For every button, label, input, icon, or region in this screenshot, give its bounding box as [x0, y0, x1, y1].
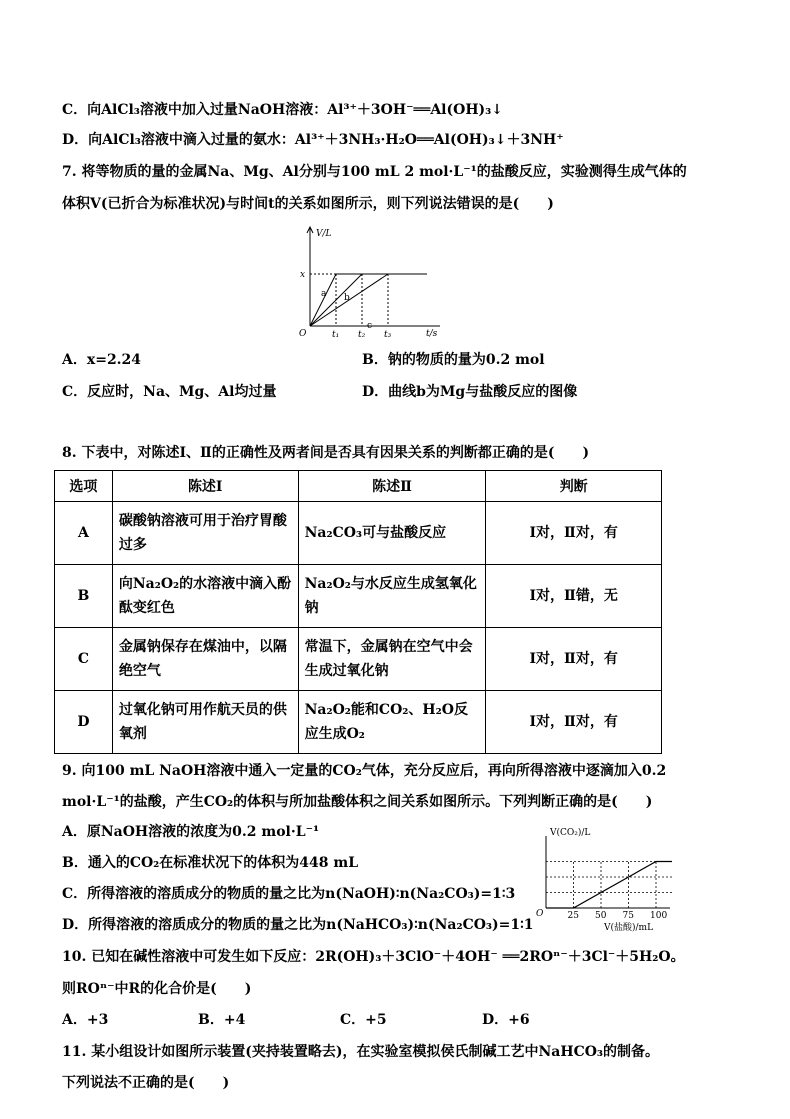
question-10-stem-1: 10. 已知在碱性溶液中可发生如下反应：2R(OH)₃＋3ClO⁻＋4OH⁻ ══2ROⁿ⁻＋3Cl⁻＋5H₂O。 [62, 949, 685, 965]
header-statement-2: 陈述Ⅱ [298, 471, 486, 502]
x-tick-label: 75 [622, 911, 634, 921]
series-label-b: b [344, 293, 350, 303]
cell-statement-1: 过氧化钠可用作航天员的供氧剂 [112, 691, 298, 754]
cell-judgment: Ⅰ对，Ⅱ错，无 [486, 565, 662, 628]
question-8-stem: 8. 下表中，对陈述Ⅰ、Ⅱ的正确性及两者间是否具有因果关系的判断都正确的是( ) [62, 445, 590, 461]
series-label-a: a [321, 289, 327, 299]
series-label-c: c [367, 321, 373, 331]
cell-option: C [55, 628, 113, 691]
q10-option-a: A．+3 [62, 1012, 109, 1028]
header-judgment: 判断 [486, 471, 662, 502]
question-10-stem-2: 则ROⁿ⁻中R的化合价是( ) [62, 981, 252, 997]
table-row [55, 565, 662, 628]
cell-option: B [55, 565, 113, 628]
cell-option: A [55, 502, 113, 565]
q9-option-a: A．原NaOH溶液的浓度为0.2 mol·L⁻¹ [62, 824, 320, 840]
table-row [55, 691, 662, 754]
q10-option-c: C．+5 [340, 1012, 387, 1028]
x-tick-label: 100 [650, 911, 668, 921]
y-tick-x: x [300, 270, 306, 280]
series-line-a [310, 274, 336, 326]
x-tick-label: t₂ [358, 330, 366, 340]
origin-label: O [299, 329, 307, 339]
header-option: 选项 [55, 471, 113, 502]
cell-statement-1: 碳酸钠溶液可用于治疗胃酸过多 [112, 502, 298, 565]
cell-judgment: Ⅰ对，Ⅱ对，有 [486, 502, 662, 565]
cell-statement-1: 向Na₂O₂的水溶液中滴入酚酞变红色 [112, 565, 298, 628]
q8-table [54, 470, 662, 754]
x-tick-label: t₃ [384, 330, 392, 340]
series-line-c [310, 274, 388, 326]
cell-statement-2: Na₂O₂与水反应生成氢氧化钠 [298, 565, 486, 628]
option-c-line: C．向AlCl₃溶液中加入过量NaOH溶液：Al³⁺＋3OH⁻══Al(OH)₃↓ [62, 102, 504, 118]
cell-statement-1: 金属钠保存在煤油中，以隔绝空气 [112, 628, 298, 691]
y-axis-label: V/L [316, 229, 332, 239]
q9-option-c: C．所得溶液的溶质成分的物质的量之比为n(NaOH)∶n(Na₂CO₃)=1∶3 [62, 886, 516, 902]
x-axis-label: V(盐酸)/mL [604, 923, 654, 933]
question-11-stem-1: 11. 某小组设计如图所示装置(夹持装置略去)，在实验室模拟侯氏制碱工艺中NaHCO₃的制备。 [62, 1044, 660, 1060]
question-7-stem-2: 体积V(已折合为标准状况)与时间t的关系如图所示，则下列说法错误的是( ) [62, 196, 554, 212]
q9-co2-volume-chart [532, 822, 672, 934]
origin-label: O [536, 909, 544, 919]
option-d-line: D．向AlCl₃溶液中滴入过量的氨水：Al³⁺＋3NH₃·H₂O══Al(OH)₃↓＋3NH⁺ [62, 132, 564, 148]
q9-option-d: D．所得溶液的溶质成分的物质的量之比为n(NaHCO₃)∶n(Na₂CO₃)=1∶1 [62, 917, 534, 933]
cell-judgment: Ⅰ对，Ⅱ对，有 [486, 628, 662, 691]
question-7-stem-1: 7. 将等物质的量的金属Na、Mg、Al分别与100 mL 2 mol·L⁻¹的盐酸反应，实验测得生成气体的 [62, 164, 687, 180]
question-9-stem-1: 9. 向100 mL NaOH溶液中通入一定量的CO₂气体，充分反应后，再向所得溶液中逐滴加入0.2 [62, 763, 667, 779]
q7-option-c: C．反应时，Na、Mg、Al均过量 [62, 384, 277, 400]
q9-option-b: B．通入的CO₂在标准状况下的体积为448 mL [62, 855, 359, 871]
question-11-stem-2: 下列说法不正确的是( ) [62, 1075, 230, 1091]
question-9-stem-2: mol·L⁻¹的盐酸，产生CO₂的体积与所加盐酸体积之间关系如图所示。下列判断正确的是( ) [62, 794, 653, 810]
co2-volume-line [546, 862, 672, 909]
q7-gas-volume-chart [295, 222, 455, 342]
cell-judgment: Ⅰ对，Ⅱ对，有 [486, 691, 662, 754]
y-axis-label: V(CO₂)/L [550, 828, 591, 838]
cell-option: D [55, 691, 113, 754]
x-axis-label: t/s [426, 329, 438, 339]
q7-option-d: D．曲线b为Mg与盐酸反应的图像 [362, 384, 578, 400]
q10-option-d: D．+6 [482, 1012, 530, 1028]
x-tick-label: 25 [567, 911, 579, 921]
table-row [55, 502, 662, 565]
q7-option-b: B．钠的物质的量为0.2 mol [362, 352, 545, 368]
cell-statement-2: 常温下，金属钠在空气中会生成过氧化钠 [298, 628, 486, 691]
cell-statement-2: Na₂O₂能和CO₂、H₂O反应生成O₂ [298, 691, 486, 754]
x-tick-label: 50 [595, 911, 607, 921]
table-row [55, 628, 662, 691]
header-statement-1: 陈述Ⅰ [112, 471, 298, 502]
table-header-row [55, 471, 662, 502]
cell-statement-2: Na₂CO₃可与盐酸反应 [298, 502, 486, 565]
q10-option-b: B．+4 [198, 1012, 246, 1028]
x-tick-label: t₁ [332, 330, 340, 340]
q7-option-a: A．x=2.24 [62, 352, 142, 368]
